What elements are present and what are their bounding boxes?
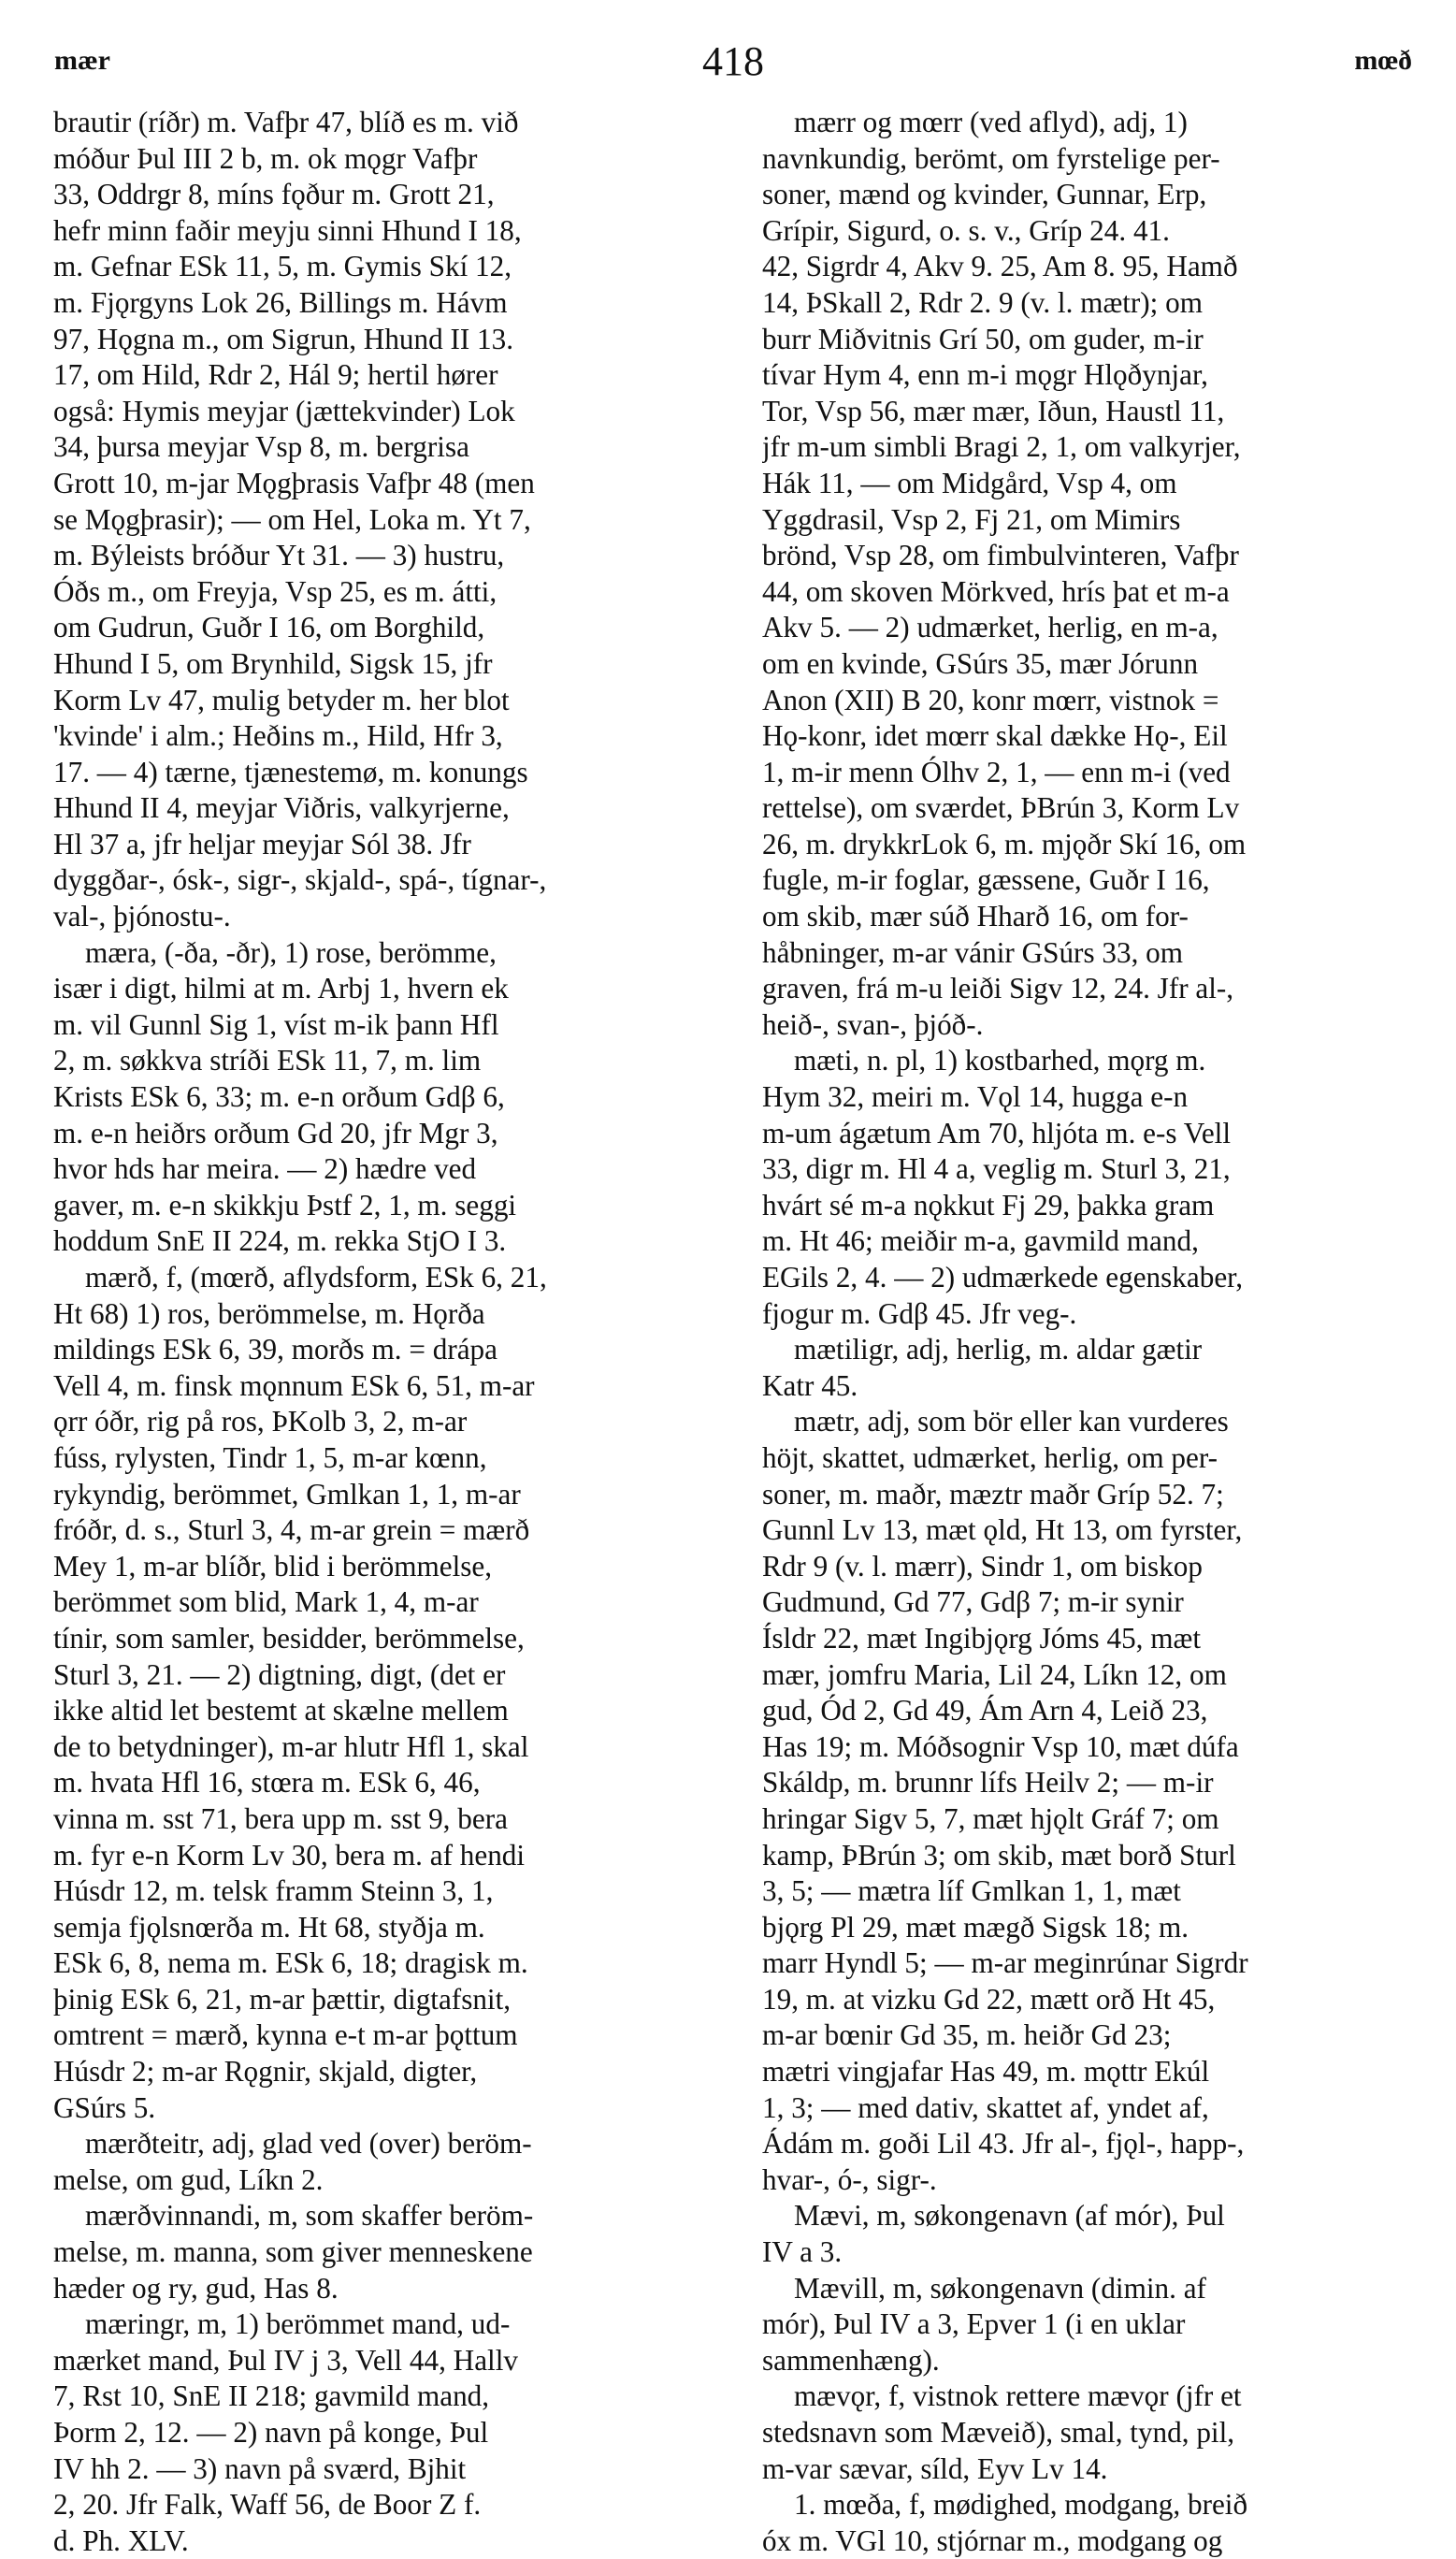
text-line: 26, m. drykkrLok 6, m. mjǫðr Skí 16, om bbox=[762, 827, 1247, 860]
text-line: m-um ágætum Am 70, hljóta m. e-s Vell bbox=[762, 1116, 1231, 1149]
text-line: þinig ESk 6, 21, m-ar þættir, digtafsnit, bbox=[53, 1982, 512, 2016]
text-line: graven, frá m-u leiði Sigv 12, 24. Jfr al-, bbox=[762, 972, 1234, 1005]
text-line: melse, m. manna, som giver menneskene bbox=[53, 2235, 533, 2269]
entry-headword-line: mæringr, m, 1) berömmet mand, ud- bbox=[85, 2307, 511, 2341]
text-line: m. Fjǫrgyns Lok 26, Billings m. Hávm bbox=[53, 285, 508, 319]
text-line: Katr 45. bbox=[762, 1368, 858, 1402]
text-line: Óðs m., om Freyja, Vsp 25, es m. átti, bbox=[53, 574, 497, 608]
text-line: fúss, rylysten, Tindr 1, 5, m-ar kœnn, bbox=[53, 1440, 487, 1474]
text-line: omtrent = mærð, kynna e-t m-ar þǫttum bbox=[53, 2018, 518, 2052]
text-line: Hák 11, — om Midgård, Vsp 4, om bbox=[762, 466, 1177, 499]
text-line: brautir (ríðr) m. Vafþr 47, blíð es m. við bbox=[53, 106, 519, 138]
text-line: d. Ph. XLV. bbox=[53, 2523, 189, 2557]
text-line: móður Þul III 2 b, m. ok mǫgr Vafþr bbox=[53, 141, 478, 175]
text-line: Vell 4, m. finsk mǫnnum ESk 6, 51, m-ar bbox=[53, 1368, 535, 1402]
text-line: hvor hds har meira. — 2) hædre ved bbox=[53, 1152, 477, 1186]
text-line: berömmet som blid, Mark 1, 4, m-ar bbox=[53, 1585, 479, 1619]
text-line: ESk 6, 8, nema m. ESk 6, 18; dragisk m. bbox=[53, 1946, 528, 1980]
text-line: hvar-, ó-, sigr-. bbox=[762, 2162, 937, 2196]
text-line: soner, mænd og kvinder, Gunnar, Erp, bbox=[762, 178, 1207, 211]
text-line: om skib, mær súð Hharð 16, om for- bbox=[762, 900, 1189, 933]
text-line: Þorm 2, 12. — 2) navn på konge, Þul bbox=[53, 2416, 489, 2449]
text-line: også: Hymis meyjar (jættekvinder) Lok bbox=[53, 394, 515, 427]
text-line: især i digt, hilmi at m. Arbj 1, hvern ek bbox=[53, 972, 509, 1005]
entry-headword-line: mætr, adj, som bör eller kan vurderes bbox=[794, 1405, 1229, 1439]
text-line: vinna m. sst 71, bera upp m. sst 9, bera bbox=[53, 1801, 508, 1835]
text-line: EGils 2, 4. — 2) udmærkede egenskaber, bbox=[762, 1261, 1244, 1294]
text-line: m-ar bœnir Gd 35, m. heiðr Gd 23; bbox=[762, 2018, 1172, 2052]
entry-headword-line: mærðteitr, adj, glad ved (over) beröm- bbox=[85, 2127, 532, 2161]
text-line: m. Býleists bróður Yt 31. — 3) hustru, bbox=[53, 539, 505, 572]
entry-headword-line: 1. mœða, f, mødighed, modgang, breið bbox=[794, 2488, 1248, 2522]
text-line: tívar Hym 4, enn m-i mǫgr Hlǫðynjar, bbox=[762, 358, 1208, 392]
text-line: m-var sævar, síld, Eyv Lv 14. bbox=[762, 2451, 1108, 2485]
text-line: 97, Hǫgna m., om Sigrun, Hhund II 13. bbox=[53, 322, 514, 355]
entry-headword-line: Mævi, m, søkongenavn (af mór), Þul bbox=[794, 2199, 1225, 2233]
left-column bbox=[53, 105, 717, 2559]
text-line: Anon (XII) B 20, konr mœrr, vistnok = bbox=[762, 683, 1219, 716]
text-line: stedsnavn som Mæveið), smal, tynd, pil, bbox=[762, 2416, 1235, 2449]
text-line: soner, m. maðr, mæztr maðr Gríp 52. 7; bbox=[762, 1477, 1224, 1511]
text-line: IV hh 2. — 3) navn på sværd, Bjhit bbox=[53, 2451, 467, 2485]
text-line: m. fyr e-n Korm Lv 30, bera m. af hendi bbox=[53, 1838, 526, 1872]
text-line: óx m. VGl 10, stjórnar m., modgang og bbox=[762, 2523, 1223, 2557]
entry-headword-line: mærð, f, (mœrð, aflydsform, ESk 6, 21, bbox=[85, 1261, 547, 1294]
text-line: heið-, svan-, þjóð-. bbox=[762, 1007, 984, 1041]
text-line: bjǫrg Pl 29, mæt mægð Sigsk 18; m. bbox=[762, 1910, 1189, 1944]
text-line: 17, om Hild, Rdr 2, Hál 9; hertil hører bbox=[53, 358, 498, 392]
entry-headword-line: mærðvinnandi, m, som skaffer beröm- bbox=[85, 2199, 534, 2233]
text-line: mær, jomfru Maria, Lil 24, Líkn 12, om bbox=[762, 1657, 1227, 1691]
text-line: gaver, m. e-n skikkju Þstf 2, 1, m. seggi bbox=[53, 1188, 517, 1222]
text-line: navnkundig, berömt, om fyrstelige per- bbox=[762, 141, 1220, 175]
running-head bbox=[47, 37, 1420, 84]
text-line: Ádám m. goði Lil 43. Jfr al-, fjǫl-, happ-, bbox=[762, 2127, 1245, 2161]
text-line: GSúrs 5. bbox=[53, 2090, 156, 2124]
text-line: fróðr, d. s., Sturl 3, 4, m-ar grein = mærð bbox=[53, 1513, 530, 1547]
text-line: 3, 5; — mætra líf Gmlkan 1, 1, mæt bbox=[762, 1874, 1181, 1908]
text-line: 33, digr m. Hl 4 a, veglig m. Sturl 3, 21, bbox=[762, 1152, 1231, 1186]
text-line: tínir, som samler, besidder, berömmelse, bbox=[53, 1621, 525, 1655]
text-line: sammenhæng). bbox=[762, 2343, 940, 2377]
text-line: Sturl 3, 21. — 2) digtning, digt, (det er bbox=[53, 1657, 506, 1691]
entry-headword-line: mæti, n. pl, 1) kostbarhed, mǫrg m. bbox=[794, 1044, 1206, 1077]
text-line: mærket mand, Þul IV j 3, Vell 44, Hallv bbox=[53, 2343, 518, 2377]
head-guide-word-right: mœð bbox=[1354, 45, 1412, 76]
text-line: brönd, Vsp 28, om fimbulvinteren, Vafþr bbox=[762, 539, 1239, 572]
text-line: fjogur m. Gdβ 45. Jfr veg-. bbox=[762, 1296, 1077, 1330]
text-line: Rdr 9 (v. l. mærr), Sindr 1, om biskop bbox=[762, 1549, 1203, 1583]
text-line: Hl 37 a, jfr heljar meyjar Sól 38. Jfr bbox=[53, 827, 471, 860]
entry-headword-line: mærr og mœrr (ved aflyd), adj, 1) bbox=[794, 106, 1188, 138]
text-line: rykyndig, berömmet, Gmlkan 1, 1, m-ar bbox=[53, 1477, 521, 1511]
text-line: Hǫ-konr, idet mœrr skal dække Hǫ-, Eil bbox=[762, 719, 1228, 753]
entry-headword-line: mæra, (-ða, -ðr), 1) rose, berömme, bbox=[85, 935, 497, 969]
text-line: Grípir, Sigurd, o. s. v., Gríp 24. 41. bbox=[762, 213, 1170, 247]
text-line: 14, ÞSkall 2, Rdr 2. 9 (v. l. mætr); om bbox=[762, 285, 1203, 319]
text-line: hvárt sé m-a nǫkkut Fj 29, þakka gram bbox=[762, 1188, 1215, 1222]
text-line: marr Hyndl 5; — m-ar meginrúnar Sigrdr bbox=[762, 1946, 1248, 1980]
text-line: hæder og ry, gud, Has 8. bbox=[53, 2271, 339, 2305]
text-line: 19, m. at vizku Gd 22, mætt orð Ht 45, bbox=[762, 1982, 1216, 2016]
text-line: kamp, ÞBrún 3; om skib, mæt borð Sturl bbox=[762, 1838, 1236, 1872]
text-line: hoddum SnE II 224, m. rekka StjO I 3. bbox=[53, 1224, 507, 1258]
text-line: ikke altid let bestemt at skælne mellem bbox=[53, 1694, 509, 1728]
text-line: mór), Þul IV a 3, Epver 1 (i en uklar bbox=[762, 2307, 1186, 2341]
entry-headword-line: mætiligr, adj, herlig, m. aldar gætir bbox=[794, 1333, 1203, 1366]
text-line: burr Miðvitnis Grí 50, om guder, m-ir bbox=[762, 322, 1204, 355]
text-line: Has 19; m. Móðsognir Vsp 10, mæt dúfa bbox=[762, 1729, 1239, 1763]
text-line: m. Gefnar ESk 11, 5, m. Gymis Skí 12, bbox=[53, 250, 512, 283]
text-line: mætri vingjafar Has 49, m. mǫttr Ekúl bbox=[762, 2055, 1210, 2089]
text-line: dyggðar-, ósk-, sigr-, skjald-, spá-, tígnar-, bbox=[53, 863, 547, 897]
head-guide-word-left: mær bbox=[54, 45, 110, 76]
text-line: om Gudrun, Guðr I 16, om Borghild, bbox=[53, 611, 485, 644]
right-column bbox=[762, 105, 1426, 2559]
text-line: 34, þursa meyjar Vsp 8, m. bergrisa bbox=[53, 430, 469, 464]
text-line: Hhund I 5, om Brynhild, Sigsk 15, jfr bbox=[53, 646, 493, 680]
text-line: 44, om skoven Mörkved, hrís þat et m-a bbox=[762, 574, 1230, 608]
entry-headword-line: Mævill, m, søkongenavn (dimin. af bbox=[794, 2271, 1206, 2305]
text-line: Skáldp, m. brunnr lífs Heilv 2; — m-ir bbox=[762, 1766, 1214, 1800]
text-line: Korm Lv 47, mulig betyder m. her blot bbox=[53, 683, 510, 716]
text-line: Gudmund, Gd 77, Gdβ 7; m-ir synir bbox=[762, 1585, 1184, 1619]
text-line: höjt, skattet, udmærket, herlig, om per- bbox=[762, 1440, 1218, 1474]
text-line: se Mǫgþrasir); — om Hel, Loka m. Yt 7, bbox=[53, 502, 531, 536]
text-line: Gunnl Lv 13, mæt ǫld, Ht 13, om fyrster, bbox=[762, 1513, 1243, 1547]
text-line: Krists ESk 6, 33; m. e-n orðum Gdβ 6, bbox=[53, 1080, 505, 1114]
text-line: gud, Ód 2, Gd 49, Ám Arn 4, Leið 23, bbox=[762, 1694, 1208, 1728]
text-line: semja fjǫlsnœrða m. Ht 68, styðja m. bbox=[53, 1910, 485, 1944]
text-line: Yggdrasil, Vsp 2, Fj 21, om Mimirs bbox=[762, 502, 1181, 536]
text-line: IV a 3. bbox=[762, 2235, 843, 2269]
text-line: jfr m-um simbli Bragi 2, 1, om valkyrjer, bbox=[762, 430, 1241, 464]
text-line: mildings ESk 6, 39, morðs m. = drápa bbox=[53, 1333, 497, 1366]
page-number: 418 bbox=[702, 38, 764, 84]
text-line: Húsdr 2; m-ar Rǫgnir, skjald, digter, bbox=[53, 2055, 478, 2089]
text-line: Grott 10, m-jar Mǫgþrasis Vafþr 48 (men bbox=[53, 466, 535, 499]
text-line: m. vil Gunnl Sig 1, víst m-ik þann Hfl bbox=[53, 1007, 499, 1041]
text-line: Mey 1, m-ar blíðr, blid i berömmelse, bbox=[53, 1549, 493, 1583]
text-line: Tor, Vsp 56, mær mær, Iðun, Haustl 11, bbox=[762, 394, 1225, 427]
text-line: 'kvinde' i alm.; Heðins m., Hild, Hfr 3, bbox=[53, 719, 503, 753]
text-line: om en kvinde, GSúrs 35, mær Jórunn bbox=[762, 646, 1199, 680]
text-line: 2, m. søkkva stríði ESk 11, 7, m. lim bbox=[53, 1044, 482, 1077]
text-line: 33, Oddrgr 8, míns fǫður m. Grott 21, bbox=[53, 178, 495, 211]
text-line: val-, þjónostu-. bbox=[53, 900, 231, 933]
text-line: Ísldr 22, mæt Ingibjǫrg Jóms 45, mæt bbox=[762, 1621, 1202, 1655]
text-line: fugle, m-ir foglar, gæssene, Guðr I 16, bbox=[762, 863, 1210, 897]
text-line: hringar Sigv 5, 7, mæt hjǫlt Gráf 7; om bbox=[762, 1801, 1219, 1835]
text-line: Hym 32, meiri m. Vǫl 14, hugga e-n bbox=[762, 1080, 1189, 1114]
text-line: de to betydninger), m-ar hlutr Hfl 1, skal bbox=[53, 1729, 529, 1763]
text-line: Ht 68) 1) ros, berömmelse, m. Hǫrða bbox=[53, 1296, 485, 1330]
text-line: 1, m-ir menn Ólhv 2, 1, — enn m-i (ved bbox=[762, 755, 1231, 788]
text-line: Hhund II 4, meyjar Viðris, valkyrjerne, bbox=[53, 791, 510, 825]
text-line: m. e-n heiðrs orðum Gd 20, jfr Mgr 3, bbox=[53, 1116, 498, 1149]
text-line: m. hvata Hfl 16, stœra m. ESk 6, 46, bbox=[53, 1766, 481, 1800]
text-line: 17. — 4) tærne, tjænestemø, m. konungs bbox=[53, 755, 528, 788]
text-line: håbninger, m-ar vánir GSúrs 33, om bbox=[762, 935, 1184, 969]
text-line: 7, Rst 10, SnE II 218; gavmild mand, bbox=[53, 2379, 490, 2413]
text-line: 1, 3; — med dativ, skattet af, yndet af, bbox=[762, 2090, 1209, 2124]
text-line: rettelse), om sværdet, ÞBrún 3, Korm Lv bbox=[762, 791, 1240, 825]
text-line: 42, Sigrdr 4, Akv 9. 25, Am 8. 95, Hamð bbox=[762, 250, 1238, 283]
text-line: m. Ht 46; meiðir m-a, gavmild mand, bbox=[762, 1224, 1199, 1258]
entry-headword-line: mævǫr, f, vistnok rettere mævǫr (jfr et bbox=[794, 2379, 1242, 2413]
text-line: melse, om gud, Líkn 2. bbox=[53, 2162, 324, 2196]
text-line: Húsdr 12, m. telsk framm Steinn 3, 1, bbox=[53, 1874, 494, 1908]
text-line: ǫrr óðr, rig på ros, ÞKolb 3, 2, m-ar bbox=[53, 1405, 468, 1439]
text-line: 2, 20. Jfr Falk, Waff 56, de Boor Z f. bbox=[53, 2488, 482, 2522]
text-line: Akv 5. — 2) udmærket, herlig, en m-a, bbox=[762, 611, 1218, 644]
text-line: hefr minn faðir meyju sinni Hhund I 18, bbox=[53, 213, 522, 247]
